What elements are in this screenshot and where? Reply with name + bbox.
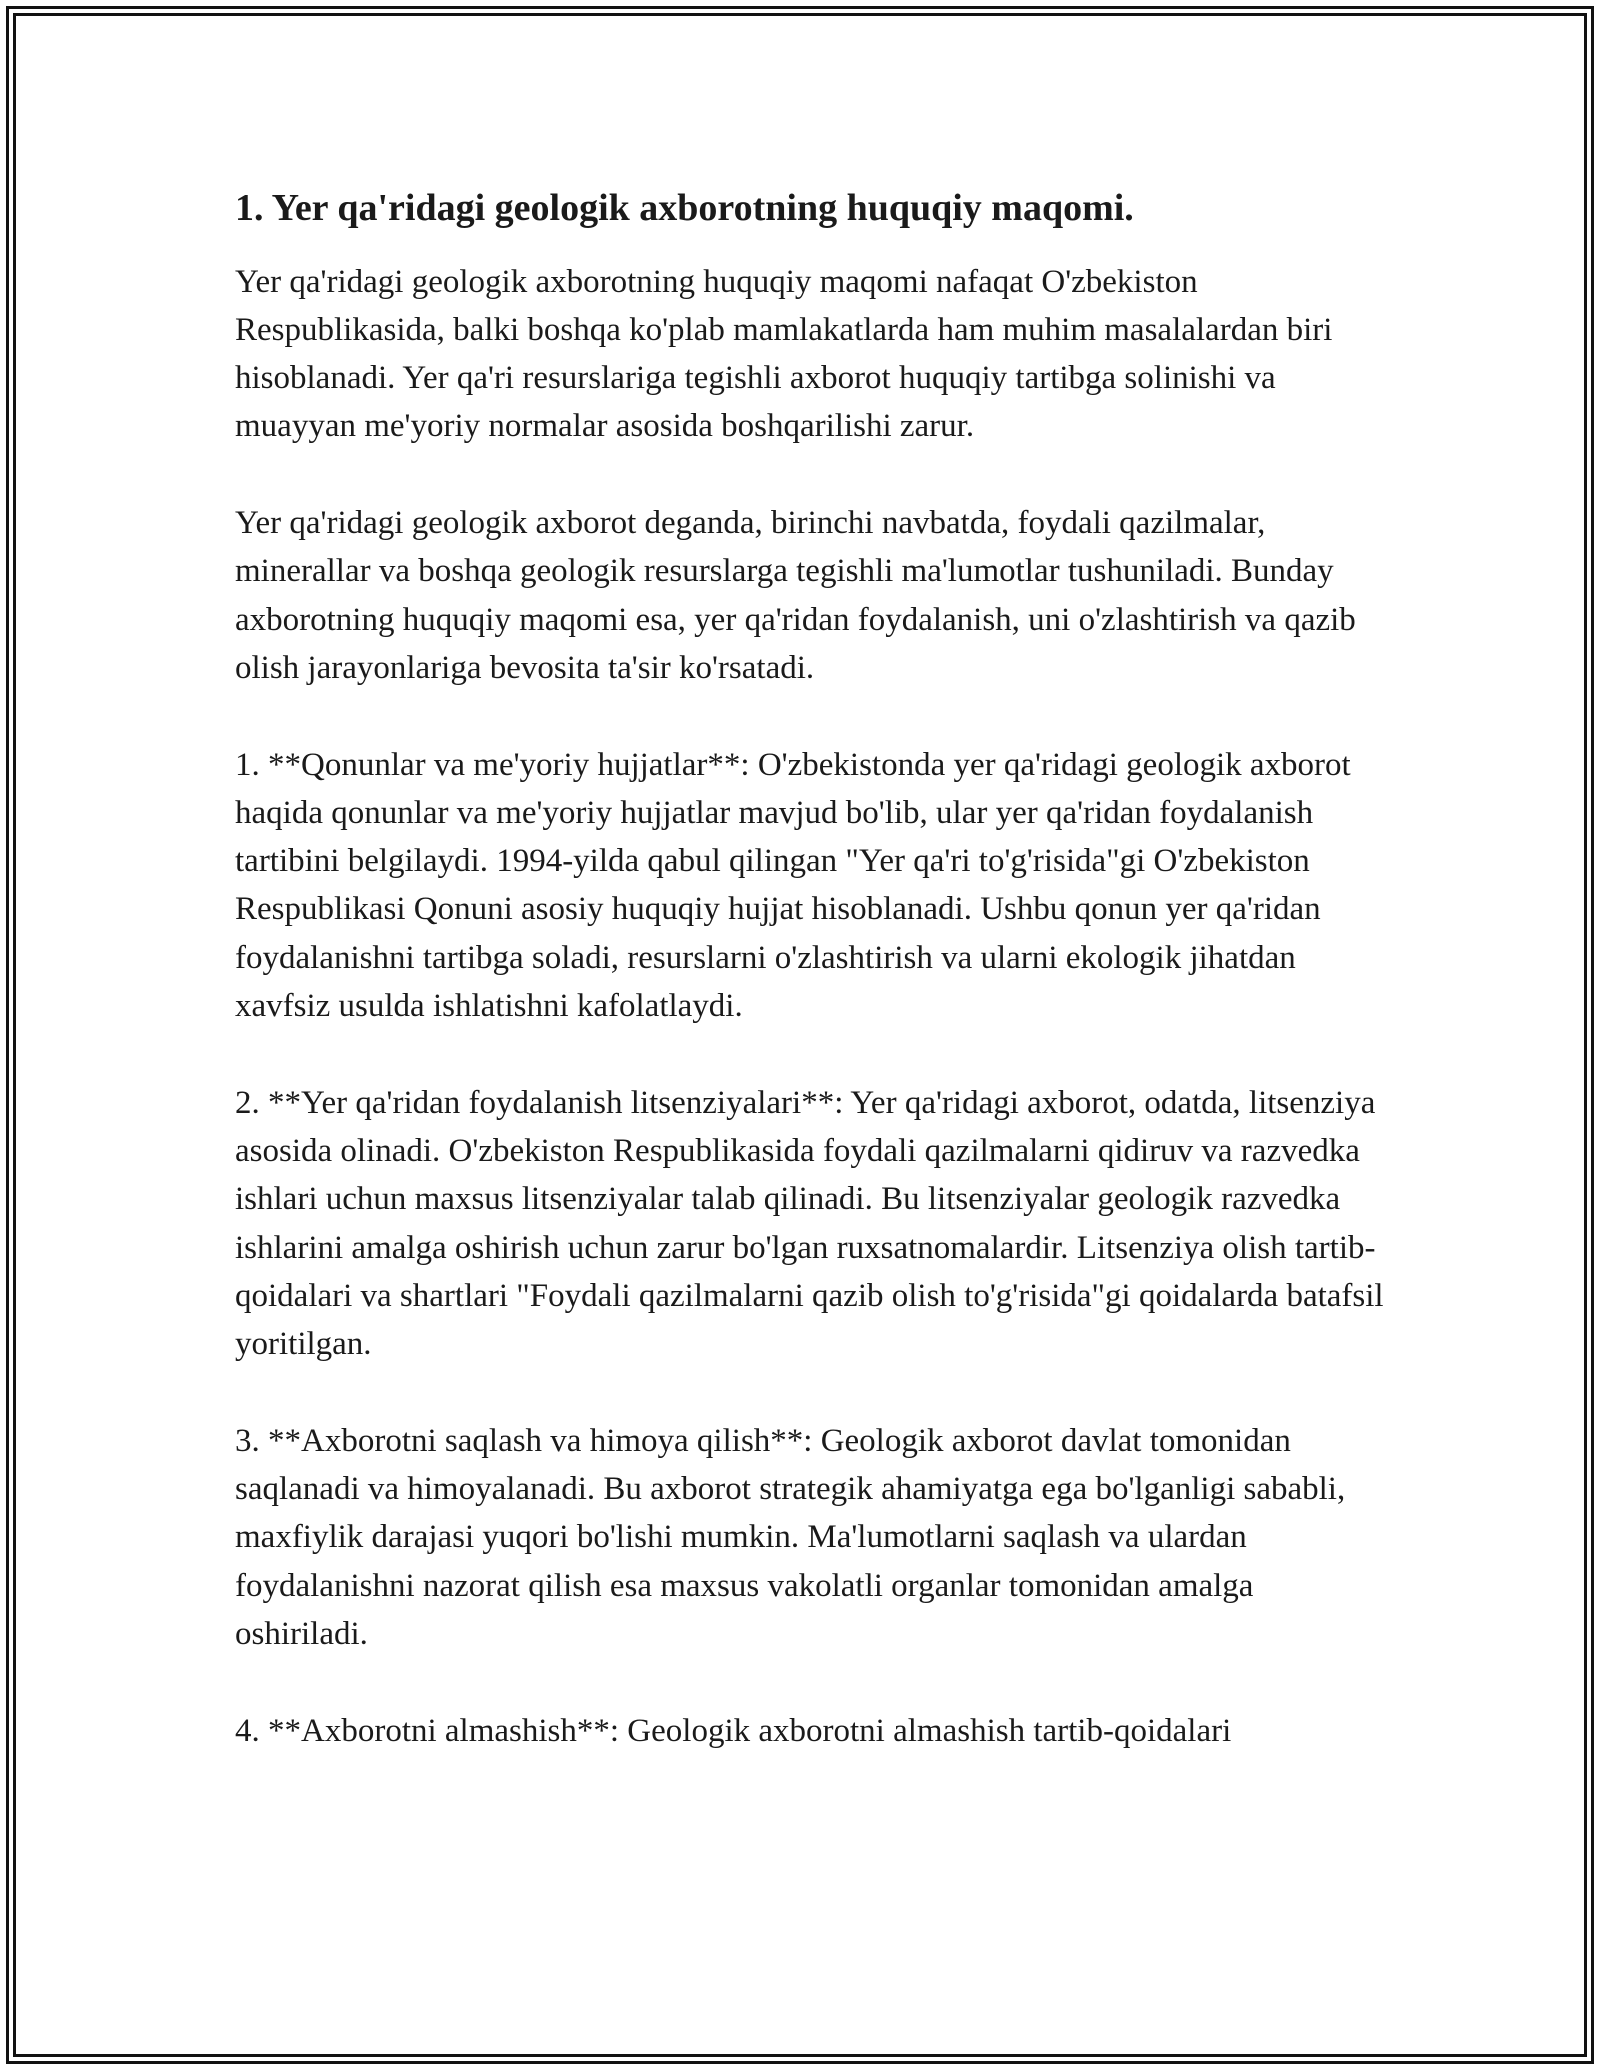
paragraph-storage: 3. **Axborotni saqlash va himoya qilish**: Geologik axborot davlat tomonidan saqlanadi va himoyalanadi. Bu axborot strategik ahamiyatga ega bo'lganligi sababli, maxfiylik darajasi yuqori bo'lishi mumkin. Ma'lumotlarni saqlash va ulardan foydalanishni nazorat qilish esa maxsus vakolatli organlar tomonidan amalga oshiriladi. [235, 1422, 1346, 1652]
paragraph-licenses: 2. **Yer qa'ridan foydalanish litsenziyalari**: Yer qa'ridagi axborot, odatda, litsenziya asosida olinadi. O'zbekiston Respublikasida foydali qazilmalarni qidiruv va razvedka ishlari uchun maxsus litsenziyalar talab qilinadi. Bu litsenziyalar geologik razvedka ishlarini amalga oshirish uchun zarur bo'lgan ruxsatnomalardir. Litsenziya olish tartib-qoidalari va shartlari "Foydali qazilmalarni qazib olish to'g'risida"gi qoidalarda batafsil yoritilgan. [235, 1084, 1384, 1363]
paragraph-definition: Yer qa'ridagi geologik axborot deganda, birinchi navbatda, foydali qazilmalar, minerallar va boshqa geologik resurslarga tegishli ma'lumotlar tushuniladi. Bunday axborotning huquqiy maqomi esa, yer qa'ridan foydalanish, uni o'zlashtirish va qazib olish jarayonlariga bevosita ta'sir ko'rsatadi. [235, 505, 1356, 686]
document-body [235, 186, 1390, 1755]
paragraph-laws: 1. **Qonunlar va me'yoriy hujjatlar**: O'zbekistonda yer qa'ridagi geologik axborot haqida qonunlar va me'yoriy hujjatlar mavjud bo'lib, ular yer qa'ridan foydalanish tartibini belgilaydi. 1994-yilda qabul qilingan "Yer qa'ri to'g'risida"gi O'zbekiston Respublikasi Qonuni asosiy huquqiy hujjat hisoblanadi. Ushbu qonun yer qa'ridan foydalanishni tartibga soladi, resurslarni o'zlashtirish va ularni ekologik jihatdan xavfsiz usulda ishlatishni kafolatlaydi. [235, 746, 1351, 1025]
paragraph-exchange: 4. **Axborotni almashish**: Geologik axborotni almashish tartib-qoidalari [235, 1712, 1232, 1749]
paragraph-intro: Yer qa'ridagi geologik axborotning huquqiy maqomi nafaqat O'zbekiston Respublikasida, balki boshqa ko'plab mamlakatlarda ham muhim masalalardan biri hisoblanadi. Yer qa'ri resurslariga tegishli axborot huquqiy tartibga solinishi va muayyan me'yoriy normalar asosida boshqarilishi zarur. [235, 263, 1333, 445]
section-heading: 1. Yer qa'ridagi geologik axborotning huquqiy maqomi. [235, 187, 1134, 229]
